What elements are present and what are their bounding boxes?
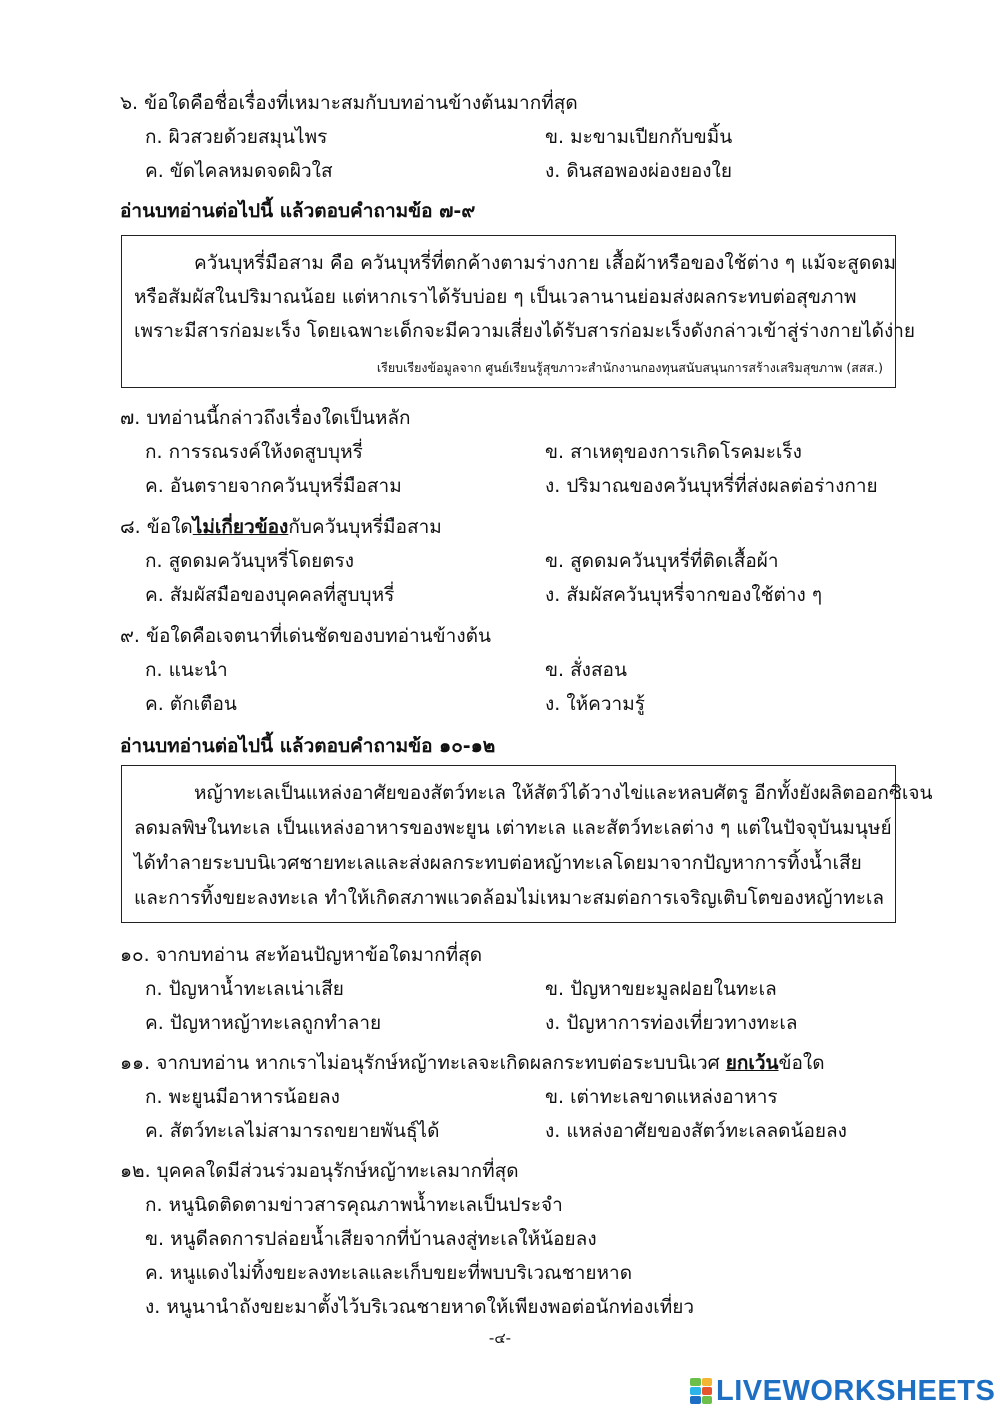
q7-stem: ๗. บทอ่านนี้กล่าวถึงเรื่องใดเป็นหลัก xyxy=(120,407,411,429)
q6-option-d: ง. ดินสอพองผ่องยองใย xyxy=(545,160,732,182)
q11-stem-pre: ๑๑. จากบทอ่าน หากเราไม่อนุรักษ์หญ้าทะเลจะเกิดผลกระทบต่อระบบนิเวศ xyxy=(120,1052,726,1074)
page-number: -๔- xyxy=(488,1329,512,1347)
q11-stem-post: ข้อใด xyxy=(778,1052,825,1074)
q8-stem xyxy=(120,512,442,542)
q8-option-b: ข. สูดดมควันบุหรี่ที่ติดเสื้อผ้า xyxy=(545,550,779,572)
passage2-box xyxy=(121,765,933,923)
passage1-box xyxy=(121,235,916,388)
q8-option-c: ค. สัมผัสมือของบุคคลที่สูบบุหรี่ xyxy=(145,584,395,606)
q6-stem: ๖. ข้อใดคือชื่อเรื่องที่เหมาะสมกับบทอ่านข้างต้นมากที่สุด xyxy=(120,92,578,114)
q7-option-a: ก. การรณรงค์ให้งดสูบบุหรี่ xyxy=(145,441,363,463)
q9-stem: ๙. ข้อใดคือเจตนาที่เด่นชัดของบทอ่านข้างต้น xyxy=(120,625,491,647)
liveworksheets-logo-text: LIVEWORKSHEETS xyxy=(716,1374,996,1407)
passage1-line-3: เพราะมีสารก่อมะเร็ง โดยเฉพาะเด็กจะมีความเสี่ยงได้รับสารก่อมะเร็งดังกล่าวเข้าสู่ร่างกายได้ง่าย xyxy=(134,320,916,342)
q6-option-a: ก. ผิวสวยด้วยสมุนไพร xyxy=(145,126,328,148)
q9-option-c: ค. ตักเตือน xyxy=(145,693,237,715)
q11-stem xyxy=(120,1048,825,1078)
passage1-source: เรียบเรียงข้อมูลจาก ศูนย์เรียนรู้สุขภาวะสำนักงานกองทุนสนับสนุนการสร้างเสริมสุขภาพ (สสส.) xyxy=(376,360,883,375)
q11-option-c: ค. สัตว์ทะเลไม่สามารถขยายพันธุ์ได้ xyxy=(145,1120,440,1142)
q12-option-c: ค. หนูแดงไม่ทิ้งขยะลงทะเลและเก็บขยะที่พบบริเวณชายหาด xyxy=(145,1262,633,1284)
q12-option-a: ก. หนูนิดติดตามข่าวสารคุณภาพน้ำทะเลเป็นประจำ xyxy=(145,1194,563,1216)
q8-option-a: ก. สูดดมควันบุหรี่โดยตรง xyxy=(145,550,355,572)
q12-option-b: ข. หนูดีลดการปล่อยน้ำเสียจากที่บ้านลงสู่ทะเลให้น้อยลง xyxy=(145,1228,597,1250)
q8-stem-emphasis: ไม่เกี่ยวข้อง xyxy=(192,516,289,538)
q10-option-a: ก. ปัญหาน้ำทะเลเน่าเสีย xyxy=(145,978,344,1000)
q12-option-d: ง. หนูนานำถังขยะมาตั้งไว้บริเวณชายหาดให้เพียงพอต่อนักท่องเที่ยว xyxy=(145,1296,695,1318)
passage1-line-1: ควันบุหรี่มือสาม คือ ควันบุหรี่ที่ตกค้างตามร่างกาย เสื้อผ้าหรือของใช้ต่าง ๆ แม้จะสูดดม xyxy=(194,252,897,274)
q11-option-a: ก. พะยูนมีอาหารน้อยลง xyxy=(145,1086,340,1108)
passage2-line-3: ได้ทำลายระบบนิเวศชายทะเลและส่งผลกระทบต่อหญ้าทะเลโดยมาจากปัญหาการทิ้งน้ำเสีย xyxy=(134,852,862,874)
q6-option-b: ข. มะขามเปียกกับขมิ้น xyxy=(545,126,733,148)
q12-stem: ๑๒. บุคคลใดมีส่วนร่วมอนุรักษ์หญ้าทะเลมากที่สุด xyxy=(120,1160,519,1182)
passage2-line-2: ลดมลพิษในทะเล เป็นแหล่งอาหารของพะยูน เต่าทะเล และสัตว์ทะเลต่าง ๆ แต่ในปัจจุบันมนุษย์ xyxy=(134,817,892,839)
q7-option-b: ข. สาเหตุของการเกิดโรคมะเร็ง xyxy=(545,441,802,463)
q7-option-d: ง. ปริมาณของควันบุหรี่ที่ส่งผลต่อร่างกาย xyxy=(545,475,878,497)
passage1-heading: อ่านบทอ่านต่อไปนี้ แล้วตอบคำถามข้อ ๗-๙ xyxy=(120,200,476,222)
q8-stem-post: กับควันบุหรี่มือสาม xyxy=(288,516,442,538)
q8-option-d: ง. สัมผัสควันบุหรี่จากของใช้ต่าง ๆ xyxy=(545,584,823,606)
passage2-heading: อ่านบทอ่านต่อไปนี้ แล้วตอบคำถามข้อ ๑๐-๑๒ xyxy=(120,735,496,757)
q8-stem-pre: ๘. ข้อใด xyxy=(120,516,193,538)
q7-option-c: ค. อันตรายจากควันบุหรี่มือสาม xyxy=(145,475,402,497)
liveworksheets-logo[interactable] xyxy=(690,1376,995,1406)
passage2-line-4: และการทิ้งขยะลงทะเล ทำให้เกิดสภาพแวดล้อมไม่เหมาะสมต่อการเจริญเติบโตของหญ้าทะเล xyxy=(134,887,885,909)
q10-option-c: ค. ปัญหาหญ้าทะเลถูกทำลาย xyxy=(145,1012,382,1034)
q10-option-d: ง. ปัญหาการท่องเที่ยวทางทะเล xyxy=(545,1012,798,1034)
q9-option-d: ง. ให้ความรู้ xyxy=(545,693,645,715)
q6-option-c: ค. ขัดไคลหมดจดผิวใส xyxy=(145,160,333,182)
q10-stem: ๑๐. จากบทอ่าน สะท้อนปัญหาข้อใดมากที่สุด xyxy=(120,944,483,966)
liveworksheets-logo-icon xyxy=(690,1378,712,1404)
q11-option-d: ง. แหล่งอาศัยของสัตว์ทะเลลดน้อยลง xyxy=(545,1120,847,1142)
q9-option-b: ข. สั่งสอน xyxy=(545,659,627,681)
passage2-line-1: หญ้าทะเลเป็นแหล่งอาศัยของสัตว์ทะเล ให้สัตว์ได้วางไข่และหลบศัตรู อีกทั้งยังผลิตออกซิเจน xyxy=(194,782,933,804)
q11-option-b: ข. เต่าทะเลขาดแหล่งอาหาร xyxy=(545,1086,778,1108)
q10-option-b: ข. ปัญหาขยะมูลฝอยในทะเล xyxy=(545,978,777,1000)
q9-option-a: ก. แนะนำ xyxy=(145,659,228,681)
passage1-line-2: หรือสัมผัสในปริมาณน้อย แต่หากเราได้รับบ่อย ๆ เป็นเวลานานย่อมส่งผลกระทบต่อสุขภาพ xyxy=(134,286,857,308)
q11-stem-emphasis: ยกเว้น xyxy=(725,1052,779,1074)
